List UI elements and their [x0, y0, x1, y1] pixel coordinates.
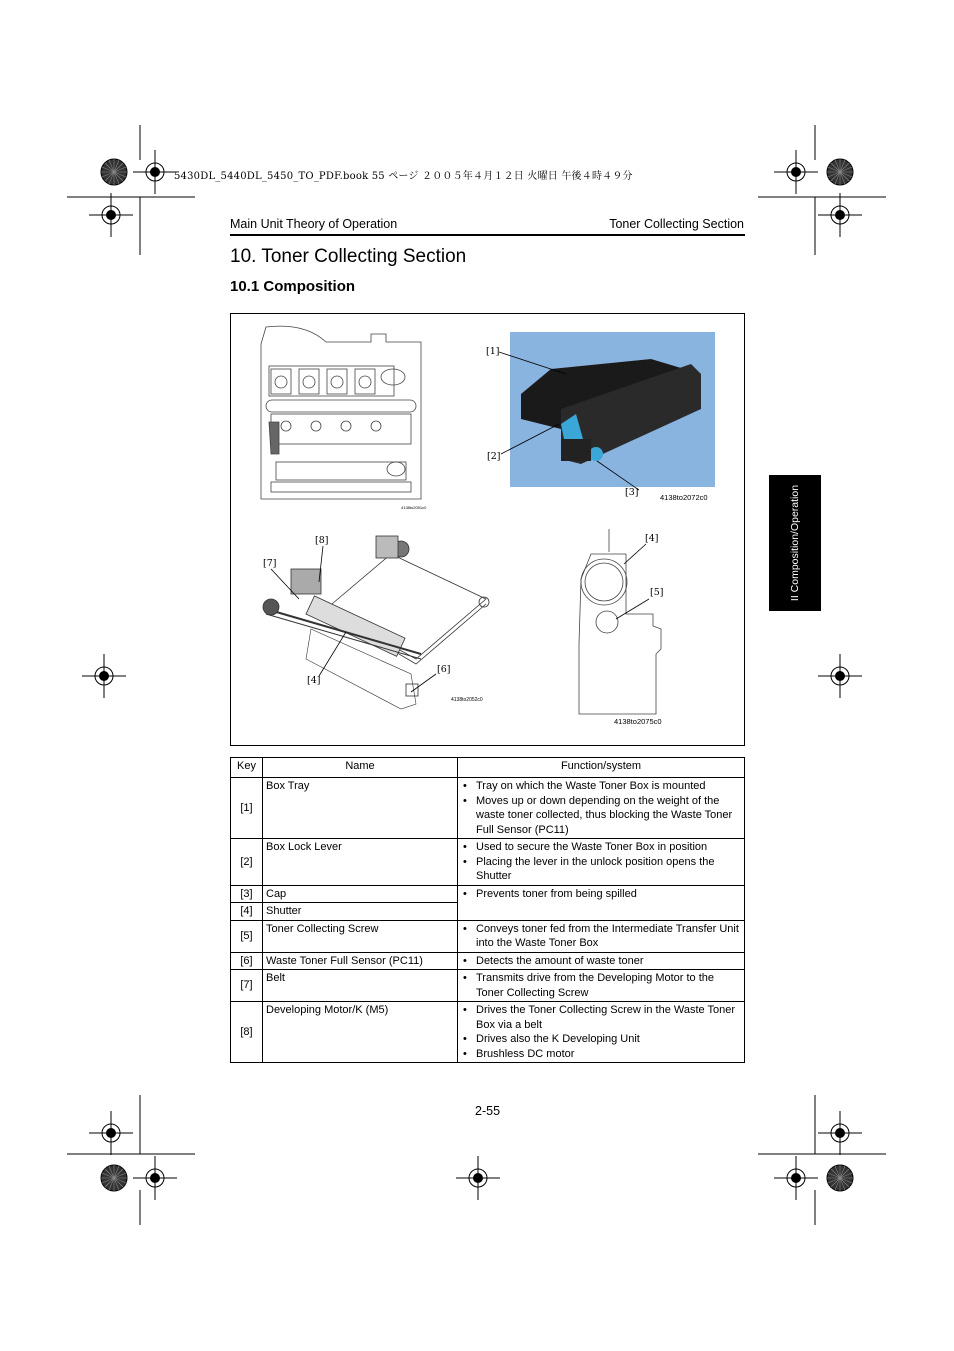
- row-name: Waste Toner Full Sensor (PC11): [263, 952, 458, 970]
- table-header-row: [231, 758, 745, 778]
- table-row: [231, 778, 745, 839]
- row-function: [458, 970, 745, 1002]
- callout-6: [6]: [437, 664, 451, 675]
- header-right: Toner Collecting Section: [609, 217, 744, 231]
- row-name: Developing Motor/K (M5): [263, 1002, 458, 1063]
- leader-4b: [624, 544, 646, 564]
- table-row: [231, 920, 745, 952]
- row-name: Box Tray: [263, 778, 458, 839]
- row-name: Box Lock Lever: [263, 839, 458, 886]
- row-key: [1]: [231, 778, 263, 839]
- main-unit-diagram: [261, 326, 421, 499]
- function-item: • Moves up or down depending on the weight of the waste toner collected, thus blocking the Waste Toner Full Sensor (PC11): [476, 794, 741, 838]
- table-row: [231, 952, 745, 970]
- table-row: [231, 839, 745, 886]
- callout-4a: [4]: [307, 675, 321, 686]
- page-title: 10. Toner Collecting Section: [230, 246, 467, 267]
- callout-1: [1]: [486, 346, 500, 357]
- callout-8: [8]: [315, 535, 329, 546]
- side-tab-label: II Composition/Operation: [789, 484, 801, 602]
- row-function: [458, 839, 745, 886]
- box-code: 4138to2075c0: [614, 717, 662, 726]
- composition-table: [230, 757, 745, 1063]
- function-item: • Tray on which the Waste Toner Box is mounted: [476, 779, 741, 794]
- row-key: [8]: [231, 1002, 263, 1063]
- row-name: Shutter: [263, 903, 458, 921]
- function-item: • Conveys toner fed from the Intermediate Transfer Unit into the Waste Toner Box: [476, 922, 741, 951]
- row-key: [3]: [231, 885, 263, 903]
- box-outline-diagram: [579, 529, 664, 714]
- callout-3: [3]: [625, 487, 639, 498]
- col-function: Function/system: [458, 758, 745, 778]
- table-row: [231, 885, 745, 903]
- function-item: • Placing the lever in the unlock position opens the Shutter: [476, 855, 741, 884]
- header-rule: [230, 234, 745, 236]
- page-number: 2-55: [475, 1104, 501, 1118]
- callout-7: [7]: [263, 558, 277, 569]
- function-item: • Transmits drive from the Developing Motor to the Toner Collecting Screw: [476, 971, 741, 1000]
- function-item: • Brushless DC motor: [476, 1047, 741, 1062]
- function-item: • Detects the amount of waste toner: [476, 954, 741, 969]
- row-name: Toner Collecting Screw: [263, 920, 458, 952]
- section-title: 10.1 Composition: [230, 278, 356, 295]
- callout-5: [5]: [650, 587, 664, 598]
- row-function: [458, 1002, 745, 1063]
- callout-4b: [4]: [645, 533, 659, 544]
- leader-5: [616, 599, 649, 619]
- row-name: Belt: [263, 970, 458, 1002]
- function-item: • Drives also the K Developing Unit: [476, 1032, 741, 1047]
- row-key: [5]: [231, 920, 263, 952]
- print-header: 5430DL_5440DL_5450_TO_PDF.book 55 ページ ２００５年４月１２日 火曜日 午後４時４９分: [174, 171, 633, 182]
- callout-2: [2]: [487, 451, 501, 462]
- row-key: [6]: [231, 952, 263, 970]
- photo-code: 4138to2072c0: [660, 493, 708, 502]
- header-left: Main Unit Theory of Operation: [230, 217, 398, 231]
- col-name: Name: [263, 758, 458, 778]
- composition-figure: [230, 313, 745, 746]
- row-function: [458, 952, 745, 970]
- row-key: [7]: [231, 970, 263, 1002]
- row-key: [4]: [231, 903, 263, 921]
- table-row: [231, 1002, 745, 1063]
- figure-drawings: [231, 314, 744, 745]
- col-key: Key: [231, 758, 263, 778]
- row-function: [458, 885, 745, 920]
- transfer-unit-diagram: [263, 536, 489, 709]
- side-tab: [769, 475, 821, 611]
- row-function: [458, 920, 745, 952]
- function-item: • Drives the Toner Collecting Screw in the Waste Toner Box via a belt: [476, 1003, 741, 1032]
- row-name: Cap: [263, 885, 458, 903]
- function-item: • Prevents toner from being spilled: [476, 887, 741, 902]
- leader-6: [411, 674, 436, 692]
- belt-unit-code: 4138to2052c0: [451, 697, 483, 703]
- waste-toner-box-photo: [510, 332, 715, 487]
- function-item: • Used to secure the Waste Toner Box in position: [476, 840, 741, 855]
- main-unit-code: 4138to2051c0: [401, 505, 427, 510]
- row-key: [2]: [231, 839, 263, 886]
- table-row: [231, 970, 745, 1002]
- row-function: [458, 778, 745, 839]
